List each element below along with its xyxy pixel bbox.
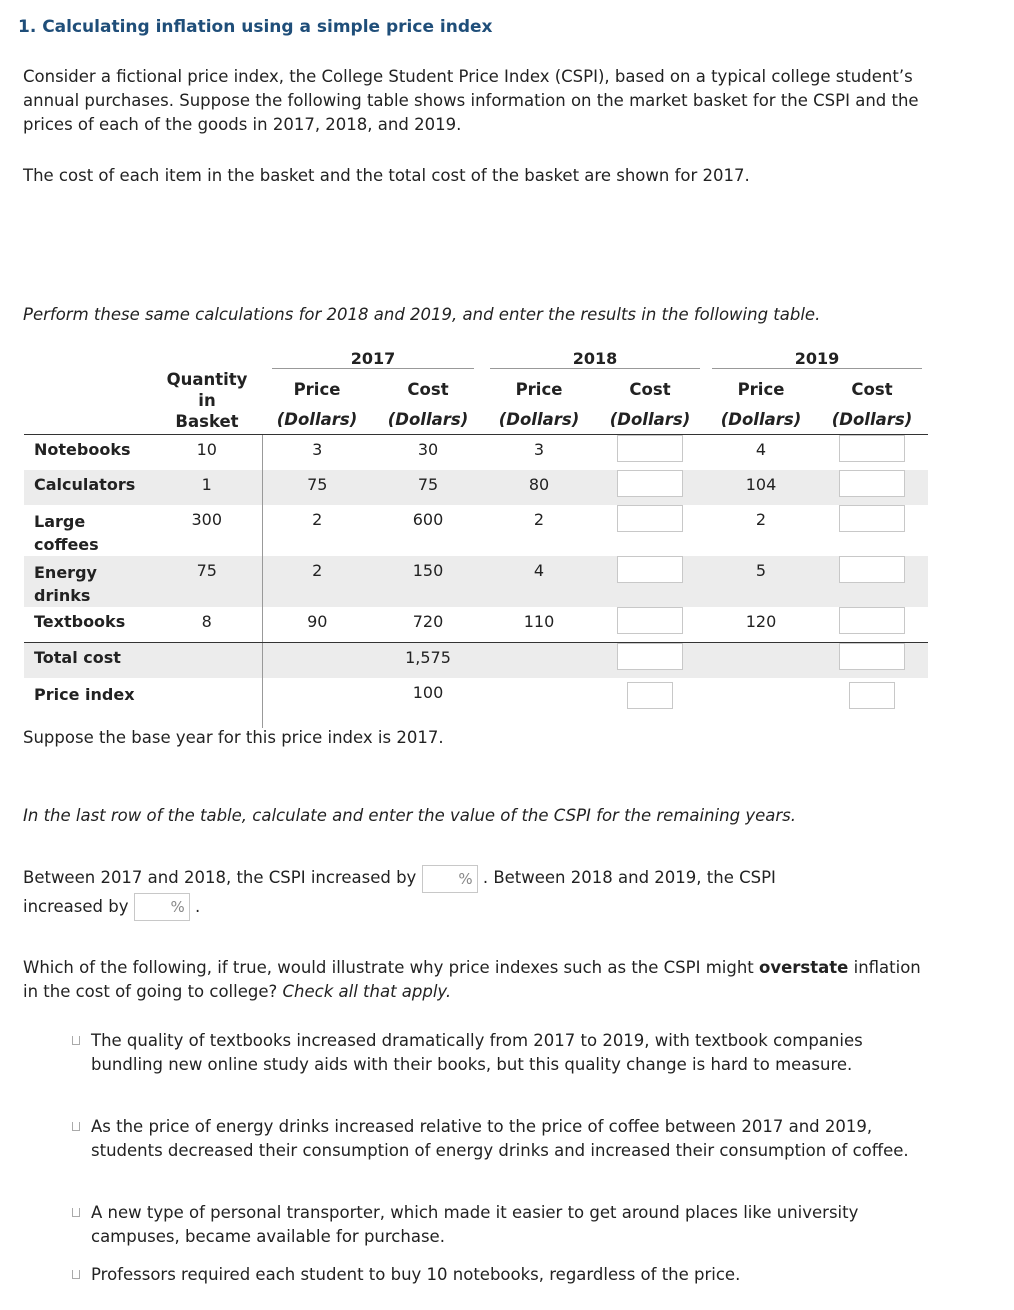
cost-2018-input-calculators[interactable] <box>617 470 683 497</box>
cost-2019-input-energy-drinks[interactable] <box>839 556 905 583</box>
qty-cell: 1 <box>152 470 262 505</box>
cost-2017-cell: 150 <box>412 561 444 580</box>
base-year-note: Suppose the base year for this price index is 2017. <box>23 728 444 747</box>
table-row <box>24 435 928 471</box>
cost-header-2018: Cost <box>629 379 671 399</box>
price-2017-cell: 2 <box>312 561 323 580</box>
option-1-text: The quality of textbooks increased dramatically from 2017 to 2019, with textbook companies bundling new online study aids with their books, but this quality change is hard to measure. <box>91 1031 863 1074</box>
total-cost-2017: 1,575 <box>405 648 451 667</box>
cost-2018-input-energy-drinks[interactable] <box>617 556 683 583</box>
quantity-header: Quantity in Basket <box>166 370 248 431</box>
price-header-2018: Price <box>515 379 563 399</box>
table-row <box>24 470 928 505</box>
cost-2017-cell: 75 <box>417 475 439 494</box>
row-label-large-coffees: Large coffees <box>34 512 99 554</box>
cost-2017-cell: 720 <box>372 607 484 643</box>
checkbox-option-1[interactable] <box>72 1036 80 1045</box>
year-2017-header: 2017 <box>272 349 474 369</box>
price-2017-cell: 90 <box>262 607 372 643</box>
price-header-2019: Price <box>737 379 785 399</box>
option-4-text: Professors required each student to buy 10 notebooks, regardless of the price. <box>91 1265 741 1284</box>
cost-header-2017: Cost <box>407 379 449 399</box>
checkbox-option-2[interactable] <box>72 1122 80 1131</box>
price-2018-cell: 4 <box>533 561 545 580</box>
total-cost-2018-input[interactable] <box>617 643 683 670</box>
checkbox-option-3[interactable] <box>72 1208 80 1217</box>
cost-2019-input-large-coffees[interactable] <box>839 505 905 532</box>
question-text: Which of the following, if true, would illustrate why price indexes such as the CSPI might overstate inflation in the cost of going to college? Check all that apply. <box>23 958 921 1001</box>
total-cost-label: Total cost <box>34 648 121 667</box>
dollars-label: (Dollars) <box>484 404 594 435</box>
qty-cell: 75 <box>152 556 262 607</box>
price-2018-cell: 110 <box>484 607 594 643</box>
increase-sentence: Between 2017 and 2018, the CSPI increased by % . Between 2018 and 2019, the CSPI increased by % . <box>23 864 923 921</box>
price-2017-cell: 3 <box>312 440 323 459</box>
table-row-total <box>24 643 928 679</box>
price-index-2017: 100 <box>412 683 444 702</box>
price-2019-cell: 4 <box>755 440 767 459</box>
dollars-label: (Dollars) <box>816 404 928 435</box>
cost-note: The cost of each item in the basket and the total cost of the basket are shown for 2017. <box>23 166 750 185</box>
price-2017-cell: 2 <box>312 510 323 529</box>
total-cost-2019-input[interactable] <box>839 643 905 670</box>
row-label-energy-drinks: Energy drinks <box>34 563 97 605</box>
dollars-label: (Dollars) <box>594 404 706 435</box>
price-2019-cell: 5 <box>755 561 767 580</box>
cost-header-2019: Cost <box>851 379 893 399</box>
checkbox-option-4[interactable] <box>72 1270 80 1279</box>
perform-note: Perform these same calculations for 2018 and 2019, and enter the results in the following table. <box>23 305 821 324</box>
dollars-label: (Dollars) <box>706 404 816 435</box>
qty-cell: 10 <box>152 435 262 471</box>
cost-2017-cell: 30 <box>417 440 439 459</box>
price-2019-cell: 2 <box>755 510 767 529</box>
qty-cell: 300 <box>152 505 262 556</box>
price-2018-cell: 3 <box>533 440 545 459</box>
price-2019-cell: 120 <box>706 607 816 643</box>
cost-2019-input-textbooks[interactable] <box>839 607 905 634</box>
qty-cell: 8 <box>152 607 262 643</box>
row-label-calculators: Calculators <box>34 475 136 494</box>
cspi-table <box>24 344 928 728</box>
price-header-2017: Price <box>293 379 341 399</box>
intro-paragraph: Consider a fictional price index, the College Student Price Index (CSPI), based on a typical college student’s annual purchases. Suppose the following table shows information on the market basket for the CSPI and the prices of each of the goods in 2017, 2018, and 2019. <box>23 67 919 134</box>
price-index-label: Price index <box>34 685 135 704</box>
table-row-index <box>24 678 928 728</box>
price-2019-cell: 104 <box>745 475 777 494</box>
table-row <box>24 505 928 556</box>
increase-2018-2019-input[interactable]: % <box>134 893 190 921</box>
price-index-2018-input[interactable] <box>627 682 673 709</box>
dollars-label: (Dollars) <box>262 404 372 435</box>
cost-2018-input-notebooks[interactable] <box>617 435 683 462</box>
cost-2018-input-large-coffees[interactable] <box>617 505 683 532</box>
increase-2017-2018-input[interactable]: % <box>422 865 478 893</box>
cost-2017-cell: 600 <box>412 510 444 529</box>
row-label-notebooks: Notebooks <box>34 440 131 459</box>
question-title: 1. Calculating inflation using a simple price index <box>18 17 493 37</box>
cost-2019-input-calculators[interactable] <box>839 470 905 497</box>
year-2018-header: 2018 <box>490 349 700 369</box>
price-2017-cell: 75 <box>307 475 328 494</box>
year-2019-header: 2019 <box>712 349 922 369</box>
price-index-2019-input[interactable] <box>849 682 895 709</box>
row-label-textbooks: Textbooks <box>24 607 152 643</box>
cost-2019-input-notebooks[interactable] <box>839 435 905 462</box>
price-2018-cell: 80 <box>528 475 550 494</box>
option-3-text: A new type of personal transporter, which made it easier to get around places like university campuses, became available for purchase. <box>91 1203 859 1246</box>
price-2018-cell: 2 <box>533 510 545 529</box>
cost-2018-input-textbooks[interactable] <box>617 607 683 634</box>
table-row <box>24 556 928 607</box>
dollars-label: (Dollars) <box>372 404 484 435</box>
option-2-text: As the price of energy drinks increased relative to the price of coffee between 2017 and 2019, students decreased their consumption of energy drinks and increased their consumption of coffee. <box>91 1117 909 1160</box>
last-row-note: In the last row of the table, calculate and enter the value of the CSPI for the remaining years. <box>23 806 796 825</box>
table-row <box>24 607 928 643</box>
